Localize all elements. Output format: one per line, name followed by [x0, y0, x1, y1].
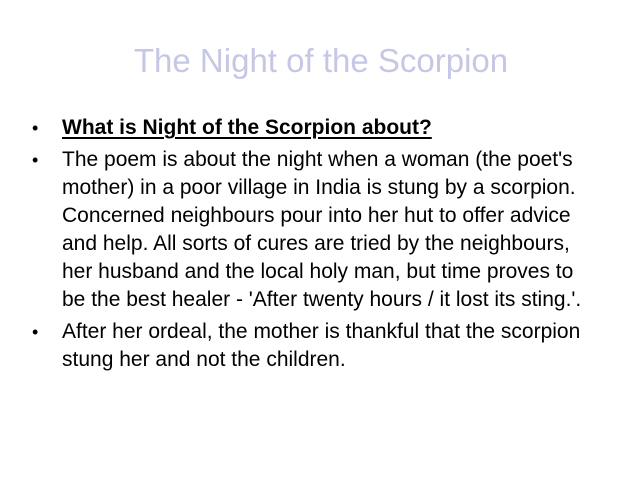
- bullet-item-ordeal: [31, 318, 601, 374]
- bullet-summary-text: The poem is about the night when a woman (the poet's mother) in a poor village in India is stung by a scorpion. Concerned neighbours pour into her hut to offer advice and help. All sorts of cures are tried by the neighbours, her husband and the local holy man, but time proves to be the best healer - 'After twenty hours / it lost its sting.'.: [62, 148, 582, 311]
- bullet-icon: •: [32, 322, 39, 342]
- slide-title: The Night of the Scorpion: [133, 42, 509, 79]
- bullet-item-summary: [31, 146, 601, 314]
- bullet-icon: •: [32, 118, 39, 138]
- bullet-item-question: [31, 114, 601, 142]
- bullet-list: [31, 114, 601, 378]
- bullet-heading-text: What is Night of the Scorpion about?: [62, 116, 432, 139]
- bullet-ordeal-text: After her ordeal, the mother is thankful that the scorpion stung her and not the children.: [62, 320, 581, 371]
- bullet-icon: •: [32, 150, 39, 170]
